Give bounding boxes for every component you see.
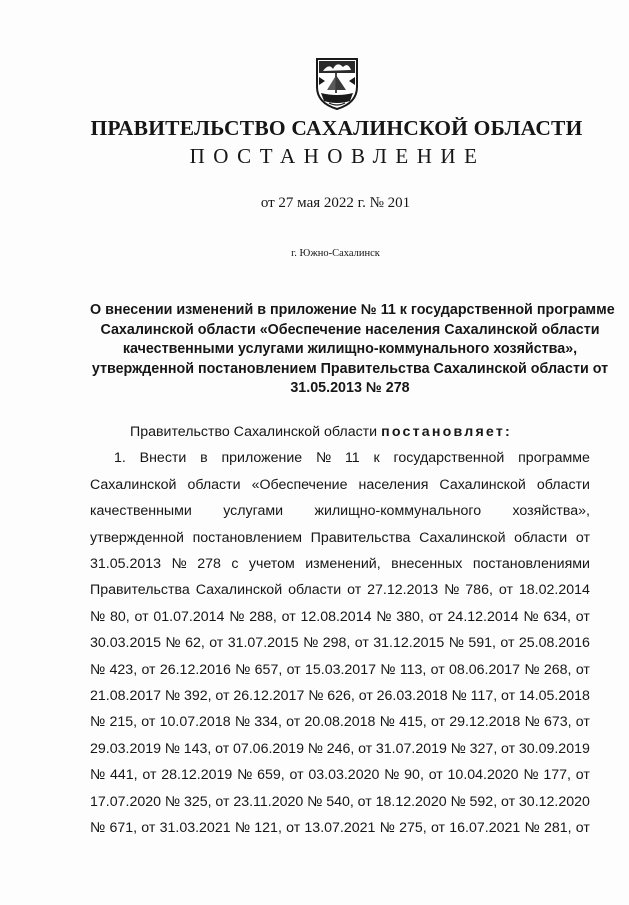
word: 786, [465, 582, 493, 599]
heading-line: утвержденной постановлением Правительства Сахалинской области от [91, 360, 609, 377]
document-type: ПОСТАНОВЛЕНИЕ [189, 144, 486, 168]
word: 246, [326, 740, 355, 757]
document-heading [90, 301, 615, 399]
word: № [448, 635, 464, 652]
word: 62, [185, 635, 205, 652]
word: № [235, 661, 251, 678]
word: 15.03.2017 [304, 661, 376, 678]
word: 278 [197, 556, 221, 572]
word: 26.03.2018 [376, 688, 448, 704]
word: № [451, 688, 467, 704]
word: хозяйства», [512, 503, 590, 520]
paragraph-line [90, 767, 590, 787]
word: 298, [322, 635, 351, 652]
word: от [501, 740, 516, 757]
word: № [379, 714, 395, 731]
word: 18.02.2014 [518, 582, 590, 599]
word: 31.07.2015 [227, 635, 299, 652]
word: области [288, 582, 342, 599]
word: 26.12.2016 [159, 661, 231, 678]
paragraph-line [90, 820, 590, 840]
word: 24.12.2014 [447, 608, 519, 625]
word: от [358, 688, 373, 704]
word: № [90, 767, 106, 784]
word: № [315, 450, 332, 467]
word: Сахалинской [419, 529, 506, 546]
word: 21.08.2017 [90, 688, 162, 704]
word: № [164, 740, 180, 757]
word: в [200, 450, 208, 467]
word: № [384, 767, 400, 784]
word: № [307, 793, 323, 810]
word: 20.08.2018 [304, 714, 376, 731]
word: № [523, 608, 539, 625]
word: 30.03.2015 [90, 635, 162, 652]
word: 30.09.2019 [518, 740, 590, 757]
word: 03.03.2020 [308, 767, 380, 784]
word: 441, [110, 767, 138, 784]
heading-line: Сахалинской области «Обеспечение населения Сахалинской области [100, 321, 600, 338]
word: № [237, 767, 253, 784]
word: 540, [326, 793, 354, 810]
word: 143, [183, 740, 212, 757]
word: 31.07.2019 [375, 740, 447, 757]
word: от [289, 767, 304, 784]
word: от [428, 608, 443, 625]
word: 275, [399, 820, 427, 836]
word: от [209, 635, 224, 652]
document-date-number: от 27 мая 2022 г. № 201 [260, 195, 411, 211]
word: 30.12.2020 [518, 793, 590, 810]
word: 121, [254, 820, 282, 836]
word: № [308, 688, 324, 704]
word: 380, [396, 608, 424, 625]
word: № [234, 820, 251, 836]
word: от [498, 582, 513, 599]
word: 26.12.2017 [233, 688, 305, 704]
word: 14.05.2018 [518, 688, 590, 704]
word: 288, [249, 608, 277, 625]
word: 12.08.2014 [300, 608, 372, 625]
word: изменений, [305, 556, 381, 572]
word: 29.12.2018 [449, 714, 521, 731]
word: населения [358, 476, 429, 493]
paragraph-line [90, 530, 590, 550]
paragraph-line [90, 635, 590, 655]
word: области [187, 476, 241, 493]
word: 592, [469, 793, 498, 810]
word: № [376, 608, 392, 625]
word: от [575, 767, 590, 784]
word: от [347, 582, 362, 599]
word: от [215, 740, 230, 757]
word: постановлением [192, 529, 302, 546]
word: № [229, 608, 245, 625]
heading-line: О внесении изменений в приложение № 11 к государственной программе [90, 302, 615, 318]
word: 01.07.2014 [153, 608, 225, 625]
organization-title: ПРАВИТЕЛЬСТВО САХАЛИНСКОЙ ОБЛАСТИ [90, 116, 583, 140]
word: от [500, 635, 515, 652]
word: от [430, 714, 446, 731]
word: от [575, 714, 590, 731]
word: услугами [223, 503, 284, 520]
word: 25.08.2016 [518, 635, 590, 652]
word: 17.07.2020 [90, 793, 162, 810]
word: 18.12.2020 [375, 793, 447, 810]
word: 325, [183, 793, 212, 810]
word: № [90, 661, 106, 678]
word: от [215, 793, 230, 810]
word: программе [518, 450, 590, 467]
word: № [90, 714, 106, 731]
paragraph-line [90, 582, 590, 602]
word: 28.12.2019 [161, 767, 233, 784]
word: от [141, 661, 156, 678]
paragraph-line [90, 556, 590, 576]
word: от [428, 767, 443, 784]
word: от [575, 661, 590, 678]
word: № [523, 767, 539, 784]
word: № [380, 661, 396, 678]
paragraph-line [90, 477, 590, 497]
word: 31.03.2021 [159, 820, 231, 836]
word: Сахалинской [439, 476, 526, 493]
word: 177, [543, 767, 571, 784]
word: от [430, 820, 446, 836]
preamble-lead: Правительство Сахалинской области [130, 424, 378, 440]
word: к [373, 450, 380, 467]
word: № [524, 820, 540, 836]
paragraph-line [90, 503, 590, 523]
word: от [141, 714, 156, 731]
word: № [307, 740, 323, 757]
word: Сахалинской [90, 476, 177, 493]
word: от [215, 688, 230, 704]
paragraph-line [90, 714, 590, 734]
word: 673, [543, 714, 572, 731]
word: приложение [221, 450, 303, 467]
word: от [142, 767, 157, 784]
word: 626, [327, 688, 355, 704]
word: 27.12.2013 [367, 582, 439, 599]
paragraph-line [90, 741, 590, 761]
word: от [358, 740, 373, 757]
word: 415, [399, 714, 427, 731]
word: от [501, 793, 516, 810]
word: 31.05.2013 [90, 556, 162, 572]
word: области [514, 529, 568, 546]
word: 11 [344, 450, 360, 467]
preamble-line [130, 424, 590, 444]
word: учетом [248, 556, 295, 572]
word: 08.06.2017 [449, 661, 521, 678]
paragraph-line [114, 450, 590, 470]
word: 113, [399, 661, 427, 678]
word: качественными [90, 503, 192, 520]
word: 10.04.2020 [447, 767, 519, 784]
word: 215, [109, 714, 138, 731]
paragraph-line [90, 688, 590, 708]
word: «Обеспечение [251, 476, 348, 493]
word: 334, [254, 714, 282, 731]
word: 23.11.2020 [233, 793, 304, 810]
document-place: г. Южно-Сахалинск [291, 248, 380, 259]
paragraph-line [90, 662, 590, 682]
word: № [164, 793, 181, 810]
paragraph-line [90, 609, 590, 629]
preamble-verb: постановляет: [381, 424, 512, 440]
word: № [450, 793, 466, 810]
word: № [524, 714, 540, 731]
word: 392, [183, 688, 212, 704]
word: 16.07.2021 [449, 820, 521, 836]
word: 80, [110, 608, 130, 625]
word: 1. [114, 450, 126, 467]
word: от [430, 661, 445, 678]
word: Правительства [310, 529, 411, 546]
word: 423, [109, 661, 138, 678]
word: области [536, 476, 590, 493]
word: 591, [468, 635, 496, 652]
word: 268, [543, 661, 572, 678]
word: № [90, 820, 106, 836]
word: 659, [257, 767, 285, 784]
word: от [134, 608, 149, 625]
word: от [501, 688, 516, 704]
word: № [303, 635, 319, 652]
word: внесенных [391, 556, 463, 572]
word: 29.03.2019 [90, 740, 162, 757]
sakhalin-coat-of-arms-icon [315, 57, 359, 111]
word: от [575, 820, 590, 836]
word: № [444, 582, 460, 599]
word: Сахалинской [195, 582, 283, 599]
heading-line: качественными услугами жилищно-коммунального хозяйства», [122, 341, 578, 357]
word: 327, [469, 740, 498, 757]
word: № [524, 661, 540, 678]
word: от [286, 661, 301, 678]
word: Внести [139, 450, 187, 467]
heading-line: 31.05.2013 № 278 [290, 380, 410, 396]
word: постановлениями [472, 556, 590, 572]
word: от [286, 714, 301, 731]
word: Правительства [90, 582, 190, 599]
word: 634, [543, 608, 571, 625]
word: с [231, 556, 239, 572]
word: 117, [470, 688, 498, 704]
word: № [90, 608, 106, 625]
word: от [141, 820, 156, 836]
word: 657, [254, 661, 283, 678]
word: № [164, 688, 181, 704]
word: 13.07.2021 [304, 820, 376, 836]
word: жилищно-коммунального [314, 503, 482, 520]
word: от [354, 635, 369, 652]
word: от [281, 608, 296, 625]
word: утвержденной [90, 529, 184, 546]
word: от [286, 820, 301, 836]
word: 281, [543, 820, 572, 836]
word: 07.06.2019 [232, 740, 304, 757]
word: государственной [393, 450, 505, 467]
paragraph-line [90, 794, 590, 814]
word: 31.12.2015 [373, 635, 445, 652]
word: № [171, 556, 187, 572]
word: № [234, 714, 251, 731]
word: 10.07.2018 [159, 714, 231, 731]
word: от [357, 793, 372, 810]
word: № [165, 635, 181, 652]
word: от [575, 529, 590, 546]
word: № [379, 820, 395, 836]
word: № [450, 740, 466, 757]
word: 90, [404, 767, 424, 784]
word: от [575, 608, 590, 625]
word: 671, [109, 820, 138, 836]
